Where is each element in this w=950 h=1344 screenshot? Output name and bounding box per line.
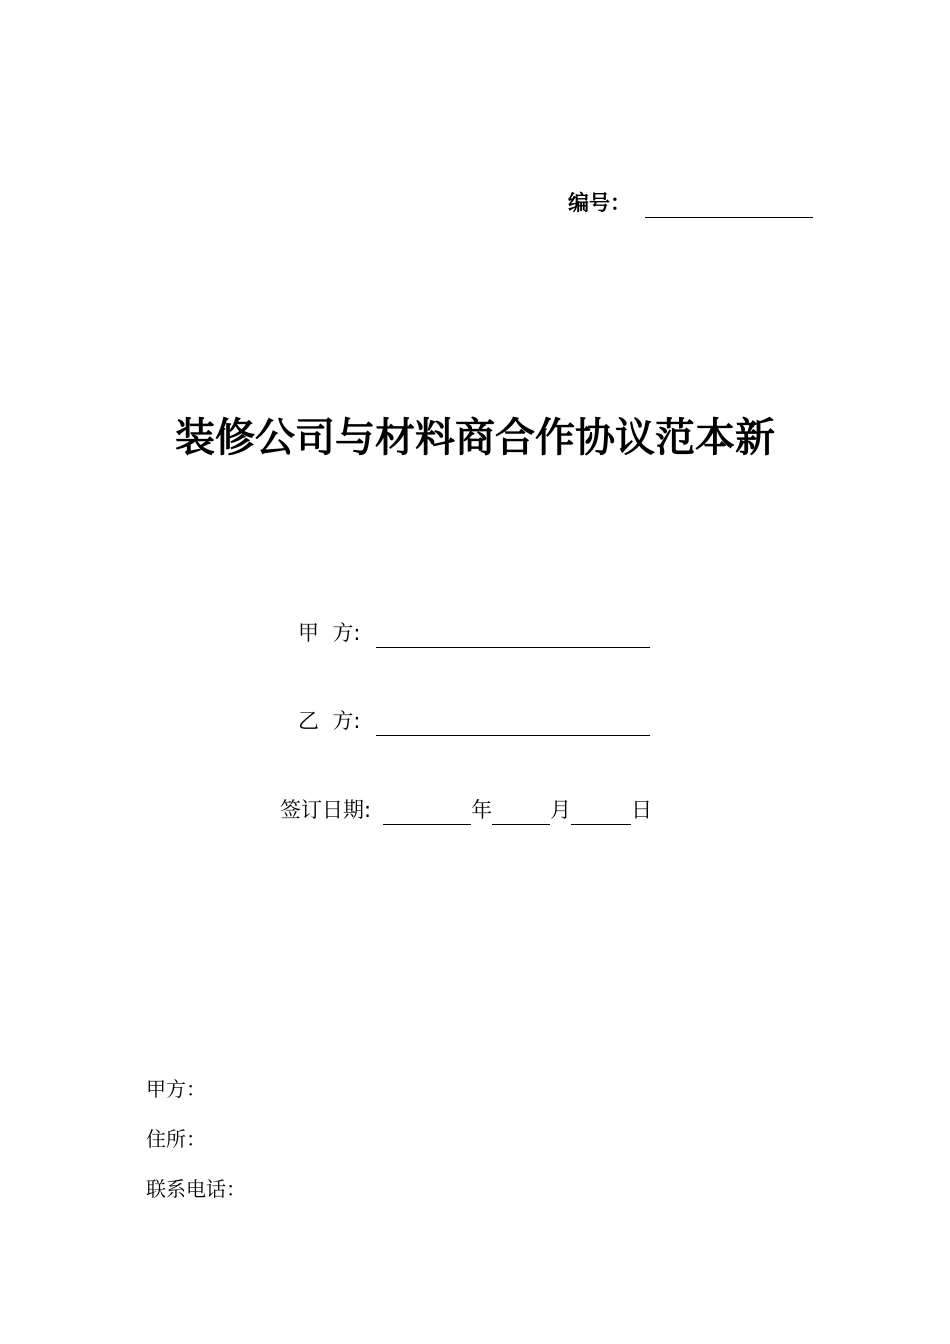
info-address: 住所： [146,1127,206,1151]
info-party-a: 甲方： [146,1077,206,1101]
month-label: 月 [550,798,572,822]
day-blank [571,798,631,825]
info-phone: 联系电话： [146,1177,246,1201]
serial-number-label: 编号： [568,191,631,215]
serial-number-field [568,188,813,218]
document-title: 装修公司与材料商合作协议范本新 [175,415,775,461]
year-label: 年 [471,798,493,822]
serial-number-blank [645,191,813,218]
month-blank [492,798,550,825]
party-b-blank [376,709,650,736]
party-a-blank [376,621,650,648]
party-b-field [298,706,650,736]
signing-date-label: 签订日期: [280,798,372,822]
signing-date-field [280,795,652,825]
party-a-field [298,618,650,648]
year-blank [383,798,471,825]
party-a-label: 甲 方: [298,621,361,645]
party-b-label: 乙 方: [298,709,361,733]
day-label: 日 [631,798,653,822]
